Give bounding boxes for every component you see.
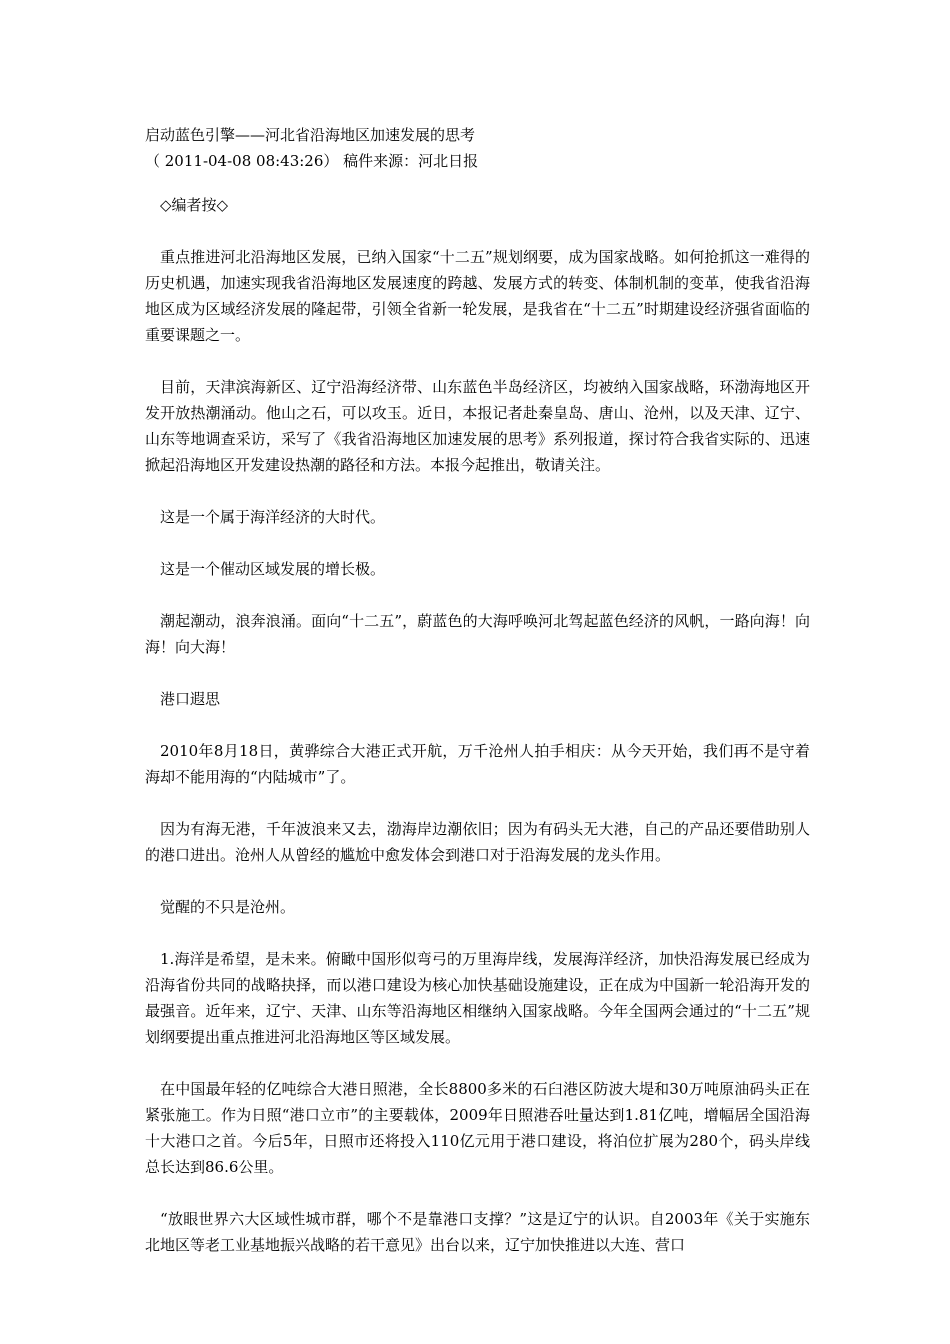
document-page: [145, 122, 810, 1284]
paragraph: 重点推进河北沿海地区发展，已纳入国家“十二五”规划纲要，成为国家战略。如何抢抓这一难得的历史机遇，加速实现我省沿海地区发展速度的跨越、发展方式的转变、体制机制的变革，使我省沿海地区成为区域经济发展的隆起带，引领全省新一轮发展，是我省在“十二五”时期建设经济强省面临的重要课题之一。: [145, 248, 810, 344]
editor-note-heading: ◇编者按◇: [160, 196, 229, 214]
paragraph: 潮起潮动，浪奔浪涌。面向“十二五”，蔚蓝色的大海呼唤河北驾起蓝色经济的风帆，一路向海！向海！向大海！: [145, 612, 810, 656]
section-heading: 港口遐思: [160, 690, 221, 708]
paragraph: 这是一个属于海洋经济的大时代。: [160, 508, 386, 526]
paragraph: 觉醒的不只是沧州。: [160, 898, 296, 916]
article-meta: （ 2011-04-08 08:43:26） 稿件来源：河北日报: [145, 152, 479, 170]
paragraph: 因为有海无港，千年波浪来又去，渤海岸边潮依旧；因为有码头无大港，自己的产品还要借助别人的港口进出。沧州人从曾经的尴尬中愈发体会到港口对于沿海发展的龙头作用。: [145, 820, 810, 864]
paragraph: “放眼世界六大区域性城市群，哪个不是靠港口支撑？”这是辽宁的认识。自2003年《关于实施东北地区等老工业基地振兴战略的若干意见》出台以来，辽宁加快推进以大连、营口: [145, 1210, 810, 1254]
paragraph: 在中国最年轻的亿吨综合大港日照港，全长8800多米的石臼港区防波大堤和30万吨原油码头正在紧张施工。作为日照“港口立市”的主要载体，2009年日照港吞吐量达到1.81亿吨，增幅居全国沿海十大港口之首。今后5年，日照市还将投入110亿元用于港口建设，将泊位扩展为280个，码头岸线总长达到86.6公里。: [145, 1080, 810, 1176]
paragraph: 目前，天津滨海新区、辽宁沿海经济带、山东蓝色半岛经济区，均被纳入国家战略，环渤海地区开发开放热潮涌动。他山之石，可以攻玉。近日，本报记者赴秦皇岛、唐山、沧州，以及天津、辽宁、山东等地调查采访，采写了《我省沿海地区加速发展的思考》系列报道，探讨符合我省实际的、迅速掀起沿海地区开发建设热潮的路径和方法。本报今起推出，敬请关注。: [145, 378, 810, 474]
paragraph: 2010年8月18日，黄骅综合大港正式开航，万千沧州人拍手相庆：从今天开始，我们再不是守着海却不能用海的“内陆城市”了。: [145, 742, 810, 786]
paragraph: 1.海洋是希望，是未来。俯瞰中国形似弯弓的万里海岸线，发展海洋经济，加快沿海发展已经成为沿海省份共同的战略抉择，而以港口建设为核心加快基础设施建设，正在成为中国新一轮沿海开发的最强音。近年来，辽宁、天津、山东等沿海地区相继纳入国家战略。今年全国两会通过的“十二五”规划纲要提出重点推进河北沿海地区等区域发展。: [145, 950, 810, 1046]
article-title: 启动蓝色引擎——河北省沿海地区加速发展的思考: [145, 126, 476, 144]
paragraph: 这是一个催动区域发展的增长极。: [160, 560, 386, 578]
